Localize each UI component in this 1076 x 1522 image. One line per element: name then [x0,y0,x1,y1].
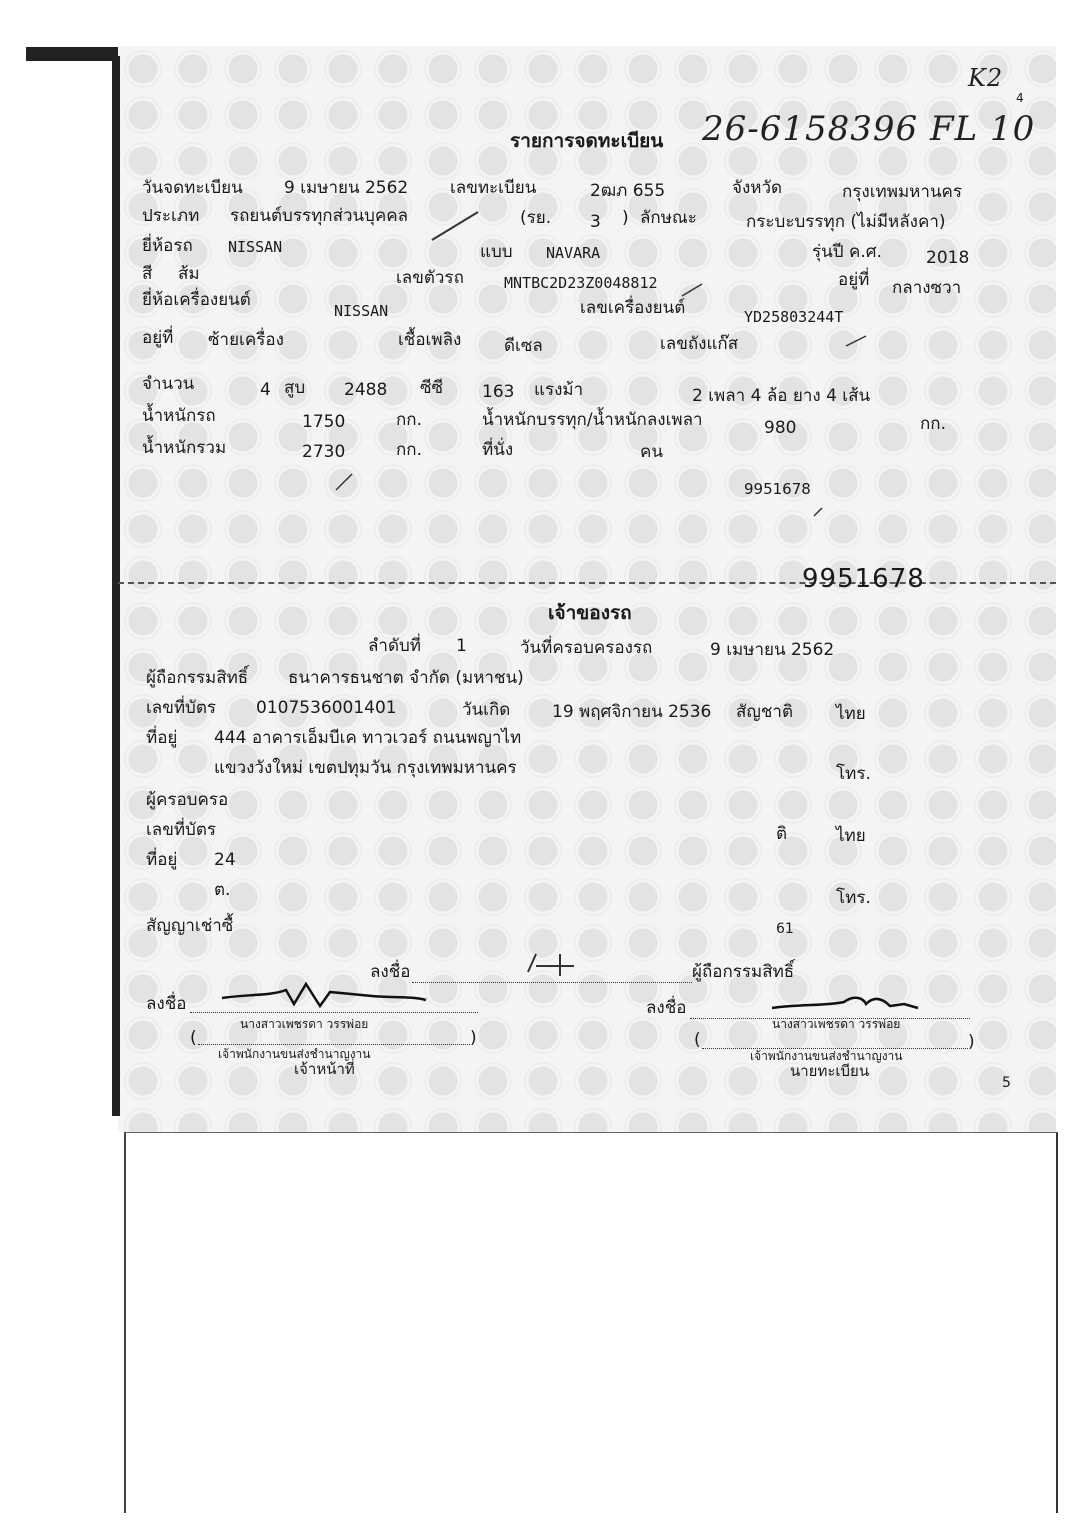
possessor-nationality: ไทย [836,826,866,846]
cylinder-unit: สูบ [284,378,306,398]
officer-sign-label: ลงชื่อ [146,994,187,1014]
horsepower: 163 [482,382,515,402]
total-weight: 2730 [302,442,346,462]
possessor-label: ผู้ครอบครอ [146,790,229,810]
axles-wheels: 2 เพลา 4 ล้อ ยาง 4 เส้น [692,386,871,406]
load-weight: 980 [764,418,797,438]
officer-position: เจ้าพนักงานขนส่งชำนาญงาน [218,1047,371,1061]
possession-date: 9 เมษายน 2562 [710,640,835,660]
possessor-address: 24 [214,850,236,870]
engine-location-label: อยู่ที่ [142,328,174,348]
order-number: 1 [456,636,467,656]
nationality-label: สัญชาติ [736,702,793,722]
officer-role: เจ้าหน้าที่ [294,1060,355,1078]
chassis-location-label: อยู่ที่ [838,270,870,290]
possessor-phone-label: โทร. [836,888,871,908]
possession-date-label: วันที่ครอบครองรถ [520,638,653,658]
vehicle-weight: 1750 [302,412,346,432]
registrar-paren-close: ) [968,1032,975,1052]
address-line-2: แขวงวังใหม่ เขตปทุมวัน กรุงเทพมหานคร [214,758,517,778]
plate-label: เลขทะเบียน [450,178,537,198]
owner-section-title: เจ้าของรถ [548,602,632,624]
officer-name: นางสาวเพชรดา วรรพ่อย [240,1017,369,1031]
lease-contract-label: สัญญาเช่าซื้ [146,916,234,936]
page-number: 5 [1002,1075,1011,1091]
chassis-location: กลางซวา [892,278,962,298]
possessor-subdistrict: ต. [214,880,231,900]
vehicle-style: กระบะบรรทุก (ไม่มีหลังคา) [746,212,946,232]
ry-label: (รย. [520,208,552,228]
document-title: รายการจดทะเบียน [510,130,664,152]
registrar-paren-open: ( [694,1030,701,1050]
possessor-card-label: เลขที่บัตร [146,820,217,840]
reg-date-label: วันจดทะเบียน [142,178,243,198]
total-weight-label: น้ำหนักรวม [142,438,227,458]
possessor-address-label: ที่อยู่ [146,850,178,870]
holder-sign-label: ลงชื่อ [370,962,411,982]
plate-number: 2ฒภ 655 [590,181,666,201]
weight-unit: กก. [396,410,422,430]
type-label: ประเภท [142,206,200,226]
province-label: จังหวัด [732,178,783,198]
holder-label: ผู้ถือกรรมสิทธิ์ [146,668,249,688]
fuel-label: เชื้อเพลิง [398,330,462,350]
count-label: จำนวน [142,374,195,394]
brand-label: ยี่ห้อรถ [142,236,193,256]
address-label: ที่อยู่ [146,728,178,748]
color: ส้ม [178,264,200,284]
reg-date: 9 เมษายน 2562 [284,178,409,198]
engine-brand-label: ยี่ห้อเครื่องยนต์ [142,290,251,310]
displacement-unit: ซีซี [420,378,444,398]
holder-sign-line [412,982,692,983]
officer-name-line [198,1044,470,1045]
chassis-number: MNTBC2D23Z0048812 [504,274,658,292]
birth-date-label: วันเกิด [462,700,511,720]
registrar-sign-label: ลงชื่อ [646,998,687,1018]
seats-label: ที่นั่ง [482,440,514,460]
engine-location: ซ้ายเครื่อง [208,330,284,350]
fuel: ดีเซล [504,336,543,356]
displacement: 2488 [344,380,388,400]
cylinders: 4 [260,380,271,400]
brand: NISSAN [228,238,283,256]
horsepower-unit: แรงม้า [534,380,584,400]
registrar-name: นางสาวเพชรดา วรรพ่อย [772,1017,901,1031]
address-line-1: 444 อาคารเอ็มบีเค ทาวเวอร์ ถนนพญาไท [214,728,522,748]
engine-number-label: เลขเครื่องยนต์ [580,298,686,318]
color-label: สี [142,264,153,284]
style-label: ลักษณะ [640,208,697,228]
seats-unit: คน [640,442,663,462]
total-weight-unit: กก. [396,440,422,460]
year-label: รุ่นปี ค.ศ. [812,242,882,262]
card-number-label: เลขที่บัตร [146,698,217,718]
weight-label: น้ำหนักรถ [142,406,216,426]
handwritten-reference: 26-6158396 FL 10 [702,109,1036,149]
load-unit: กก. [920,414,946,434]
serial-number: 9951678 [744,480,811,498]
birth-date: 19 พฤศจิกายน 2536 [552,702,712,722]
registrar-position: เจ้าพนักงานขนส่งชำนาญงาน [750,1049,903,1063]
lease-contract-partial: 61 [776,921,794,937]
model: NAVARA [546,244,601,262]
officer-sign-line [190,1012,478,1013]
registrar-role: นายทะเบียน [790,1062,870,1080]
ry-close: ) [622,208,629,228]
engine-number: YD25803244T [744,308,844,326]
holder-sign-suffix: ผู้ถือกรรมสิทธิ์ [692,962,795,982]
load-label: น้ำหนักบรรทุก/น้ำหนักลงเพลา [482,410,703,430]
order-label: ลำดับที่ [368,636,422,656]
gas-tank-label: เลขถังแก๊ส [660,334,739,354]
officer-paren-close: ) [470,1028,477,1048]
model-label: แบบ [480,242,513,262]
model-year: 2018 [926,248,970,268]
serial-number-large: 9951678 [802,564,925,594]
handwritten-k2: K2 [968,64,1004,92]
province: กรุงเทพมหานคร [842,182,963,202]
possessor-nationality-label: ติ [776,824,788,844]
chassis-label: เลขตัวรถ [396,268,464,288]
officer-paren-open: ( [190,1028,197,1048]
vehicle-type: รถยนต์บรรทุกส่วนบุคคล [230,206,409,226]
engine-brand: NISSAN [334,302,389,320]
card-number: 0107536001401 [256,698,397,718]
nationality: ไทย [836,704,866,724]
page-corner-number: 4 [1016,91,1024,105]
ry-code: 3 [590,212,601,232]
holder-name: ธนาคารธนชาต จำกัด (มหาชน) [288,668,524,688]
phone-label: โทร. [836,764,871,784]
